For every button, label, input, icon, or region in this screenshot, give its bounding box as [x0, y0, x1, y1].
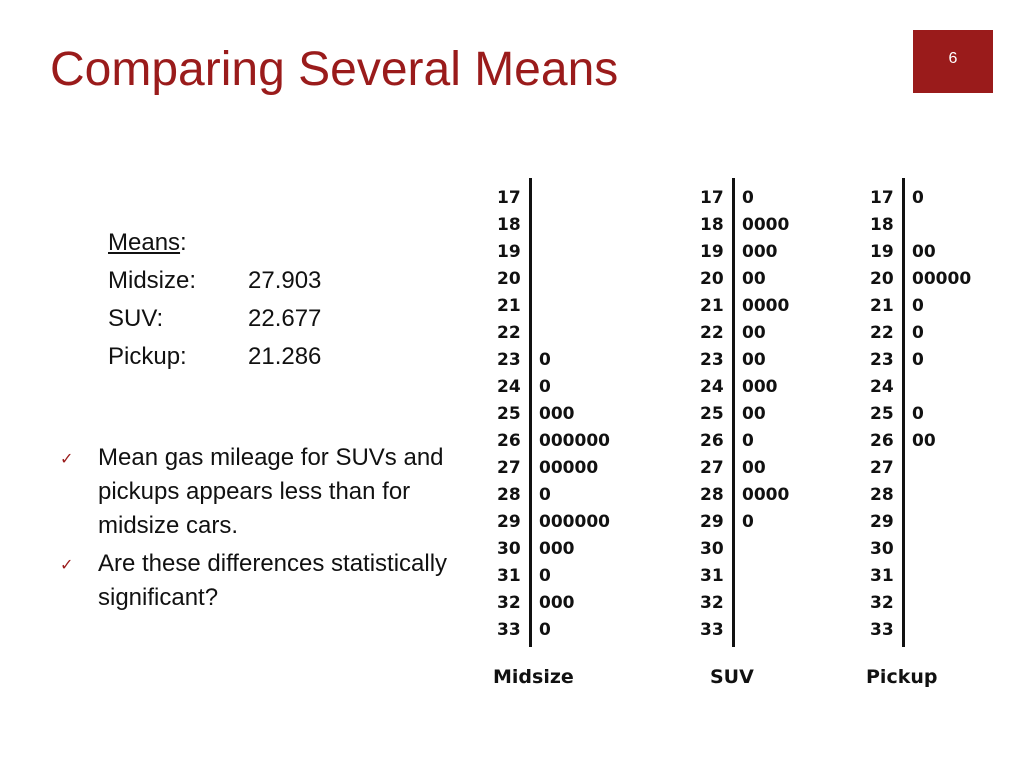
stem-value: 28	[497, 485, 521, 505]
stem-value: 24	[497, 377, 521, 397]
means-row-pickup	[108, 338, 321, 376]
stem-value: 24	[700, 377, 724, 397]
stem-value: 24	[870, 377, 894, 397]
leaf-values: 000	[742, 377, 778, 397]
stem-value: 18	[497, 215, 521, 235]
stem-divider-line	[902, 178, 905, 647]
stem-value: 19	[870, 242, 894, 262]
leaf-values: 0	[539, 485, 551, 505]
stem-value: 32	[497, 593, 521, 613]
leaf-values: 0000	[742, 215, 790, 235]
plot-label: Pickup	[866, 666, 938, 688]
leaf-values: 0000	[742, 485, 790, 505]
leaf-values: 00	[742, 404, 766, 424]
stem-value: 18	[700, 215, 724, 235]
means-value: 21.286	[248, 343, 322, 370]
leaf-values: 000	[539, 539, 575, 559]
leaf-values: 000000	[539, 512, 610, 532]
slide-title: Comparing Several Means	[50, 43, 619, 96]
leaf-values: 000	[742, 242, 778, 262]
stem-value: 20	[497, 269, 521, 289]
stem-value: 27	[700, 458, 724, 478]
stem-value: 33	[700, 620, 724, 640]
plot-label: SUV	[710, 666, 754, 688]
stem-value: 25	[870, 404, 894, 424]
stem-value: 23	[497, 350, 521, 370]
stem-value: 21	[870, 296, 894, 316]
stem-value: 28	[700, 485, 724, 505]
stem-value: 19	[497, 242, 521, 262]
stem-value: 31	[497, 566, 521, 586]
means-heading: Means	[108, 229, 181, 256]
leaf-values: 00	[742, 323, 766, 343]
means-value: 27.903	[248, 267, 322, 294]
stem-value: 19	[700, 242, 724, 262]
bullet-list	[60, 441, 480, 619]
leaf-values: 0	[912, 188, 924, 208]
stem-divider-line	[529, 178, 532, 647]
stem-value: 25	[497, 404, 521, 424]
stem-value: 22	[497, 323, 521, 343]
leaf-values: 0	[539, 620, 551, 640]
stem-value: 26	[497, 431, 521, 451]
stem-value: 33	[870, 620, 894, 640]
stem-value: 17	[700, 188, 724, 208]
means-label: Pickup:	[108, 343, 187, 370]
stem-value: 33	[497, 620, 521, 640]
leaf-values: 0	[742, 512, 754, 532]
checkmark-icon: ✓	[60, 557, 74, 574]
bullet-item	[60, 547, 480, 615]
stem-value: 28	[870, 485, 894, 505]
page-number: 6	[948, 50, 958, 67]
means-label: SUV:	[108, 305, 164, 332]
leaf-values: 0	[742, 431, 754, 451]
leaf-values: 0	[912, 404, 924, 424]
leaf-values: 0	[742, 188, 754, 208]
stem-value: 20	[870, 269, 894, 289]
page-number-badge	[913, 30, 993, 93]
means-heading-line	[108, 224, 321, 262]
leaf-values: 00000	[912, 269, 972, 289]
stem-value: 17	[870, 188, 894, 208]
stem-value: 31	[700, 566, 724, 586]
leaf-values: 00	[742, 458, 766, 478]
stem-value: 27	[870, 458, 894, 478]
leaf-values: 00	[912, 242, 936, 262]
leaf-values: 0	[539, 377, 551, 397]
leaf-values: 00	[742, 350, 766, 370]
means-label: Midsize:	[108, 267, 197, 294]
stem-value: 20	[700, 269, 724, 289]
stem-value: 27	[497, 458, 521, 478]
means-row-midsize	[108, 262, 321, 300]
stem-value: 18	[870, 215, 894, 235]
stem-value: 17	[497, 188, 521, 208]
bullet-item	[60, 441, 480, 543]
stem-value: 29	[497, 512, 521, 532]
leaf-values: 000000	[539, 431, 610, 451]
leaf-values: 00	[742, 269, 766, 289]
stem-value: 31	[870, 566, 894, 586]
means-row-suv	[108, 300, 321, 338]
stem-value: 23	[870, 350, 894, 370]
plot-label: Midsize	[493, 666, 574, 688]
leaf-values: 0	[912, 350, 924, 370]
bullet-text: Mean gas mileage for SUVs and pickups appears less than for midsize cars.	[98, 444, 444, 539]
means-value: 22.677	[248, 305, 322, 332]
stem-value: 30	[700, 539, 724, 559]
leaf-values: 0000	[742, 296, 790, 316]
means-heading-colon: :	[180, 229, 187, 256]
stem-value: 21	[497, 296, 521, 316]
leaf-values: 000	[539, 593, 575, 613]
stem-value: 25	[700, 404, 724, 424]
stem-value: 29	[700, 512, 724, 532]
stem-value: 32	[700, 593, 724, 613]
leaf-values: 0	[539, 566, 551, 586]
stem-value: 22	[700, 323, 724, 343]
stem-value: 21	[700, 296, 724, 316]
leaf-values: 00	[912, 431, 936, 451]
bullet-text: Are these differences statistically significant?	[98, 550, 448, 611]
checkmark-icon: ✓	[60, 451, 74, 468]
stem-value: 32	[870, 593, 894, 613]
stem-value: 30	[870, 539, 894, 559]
stem-value: 30	[497, 539, 521, 559]
leaf-values: 00000	[539, 458, 599, 478]
stem-value: 29	[870, 512, 894, 532]
stem-value: 22	[870, 323, 894, 343]
stem-value: 26	[870, 431, 894, 451]
stem-value: 23	[700, 350, 724, 370]
leaf-values: 0	[912, 323, 924, 343]
means-summary	[108, 224, 321, 376]
leaf-values: 0	[539, 350, 551, 370]
stem-divider-line	[732, 178, 735, 647]
leaf-values: 000	[539, 404, 575, 424]
stem-value: 26	[700, 431, 724, 451]
leaf-values: 0	[912, 296, 924, 316]
